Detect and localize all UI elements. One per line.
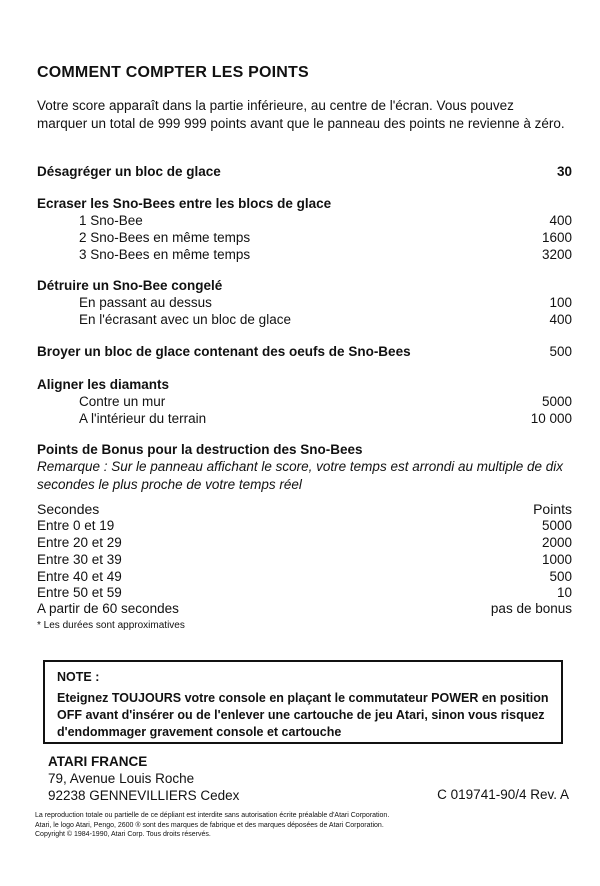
company-name: ATARI FRANCE [48, 754, 148, 769]
score-label: En passant au dessus [79, 295, 212, 310]
legal-line: La reproduction totale ou partielle de ce dépliant est interdite sans autorisation écrite préalable d'Atari Corporation. [35, 812, 390, 819]
legal-notice [35, 811, 575, 840]
score-value: 100 [549, 295, 572, 310]
score-label: Broyer un bloc de glace contenant des oeufs de Sno-Bees [37, 344, 411, 359]
bonus-row [37, 534, 572, 552]
bonus-label: Entre 30 et 39 [37, 552, 122, 567]
score-label: Aligner les diamants [37, 377, 170, 392]
bonus-label: Entre 40 et 49 [37, 569, 122, 584]
page-title: COMMENT COMPTER LES POINTS [37, 64, 309, 81]
address-street: 79, Avenue Louis Roche [48, 771, 195, 786]
score-section-heading [37, 277, 572, 295]
bonus-col-seconds: Secondes [37, 501, 100, 517]
score-row [37, 229, 572, 247]
score-row [37, 393, 572, 411]
bonus-label: Entre 50 et 59 [37, 585, 122, 600]
bonus-remark: Remarque : Sur le panneau affichant le score, votre temps est arrondi au multiple de dix secondes le plus proche de votre temps réel [37, 459, 564, 492]
company-address [48, 753, 239, 804]
bonus-label: Entre 20 et 29 [37, 535, 122, 550]
score-label: 2 Sno-Bees en même temps [79, 230, 251, 245]
bonus-col-points: Points [533, 501, 572, 517]
bonus-value: pas de bonus [490, 601, 572, 616]
score-label: A l'intérieur du terrain [79, 411, 207, 426]
score-value: 3200 [541, 247, 572, 262]
address-city: 92238 GENNEVILLIERS Cedex [48, 788, 240, 803]
bonus-label: Entre 0 et 19 [37, 518, 115, 533]
legal-line: Atari, le logo Atari, Pengo, 2600 ® sont des marques de fabrique et des marques déposées de Atari Corporation. [35, 821, 384, 829]
score-label: En l'écrasant avec un bloc de glace [79, 312, 291, 327]
footnote: * Les durées sont approximatives [37, 620, 185, 631]
score-row [37, 294, 572, 312]
legal-line: Copyright © 1984-1990, Atari Corp. Tous droits réservés. [35, 831, 211, 838]
score-label: 1 Sno-Bee [79, 213, 143, 228]
score-row [37, 246, 572, 264]
score-value: 400 [549, 213, 572, 228]
document-reference: C 019741-90/4 Rev. A [437, 787, 569, 802]
score-value: 10 000 [530, 411, 572, 426]
bonus-label: A partir de 60 secondes [37, 601, 179, 616]
score-section-heading [37, 195, 572, 213]
score-value: 500 [549, 344, 572, 359]
bonus-row [37, 600, 572, 618]
intro-paragraph: Votre score apparaît dans la partie inférieure, au centre de l'écran. Vous pouvez marquer un total de 999 999 points avant que le panneau des points ne revienne à zéro. [37, 98, 565, 131]
note-body: Eteignez TOUJOURS votre console en plaçant le commutateur POWER en position OFF avant d'insérer ou de l'enlever une cartouche de jeu Atari, sinon vous risquez d'endommager gravement console et cartouche [57, 691, 549, 739]
score-section-heading [37, 376, 572, 394]
score-value: 5000 [541, 394, 572, 409]
score-row [37, 212, 572, 230]
bonus-value: 5000 [541, 518, 572, 533]
bonus-value: 500 [549, 569, 572, 584]
note-box [43, 660, 563, 744]
score-row [37, 163, 572, 181]
score-label: Ecraser les Sno-Bees entre les blocs de glace [37, 196, 332, 211]
score-row [37, 343, 572, 361]
score-label: Détruire un Sno-Bee congelé [37, 278, 223, 293]
bonus-section-heading [37, 441, 572, 459]
score-value: 400 [549, 312, 572, 327]
score-row [37, 311, 572, 329]
bonus-table-header [37, 500, 572, 518]
score-label: Désagréger un bloc de glace [37, 164, 221, 179]
score-row [37, 410, 572, 428]
score-value: 1600 [541, 230, 572, 245]
score-label: Contre un mur [79, 394, 166, 409]
bonus-value: 1000 [541, 552, 572, 567]
score-label: 3 Sno-Bees en même temps [79, 247, 251, 262]
bonus-value: 2000 [541, 535, 572, 550]
bonus-value: 10 [556, 585, 572, 600]
bonus-row [37, 517, 572, 535]
bonus-row [37, 551, 572, 569]
score-label: Points de Bonus pour la destruction des Sno-Bees [37, 442, 363, 457]
note-title: NOTE : [57, 670, 100, 684]
score-value: 30 [556, 164, 572, 179]
